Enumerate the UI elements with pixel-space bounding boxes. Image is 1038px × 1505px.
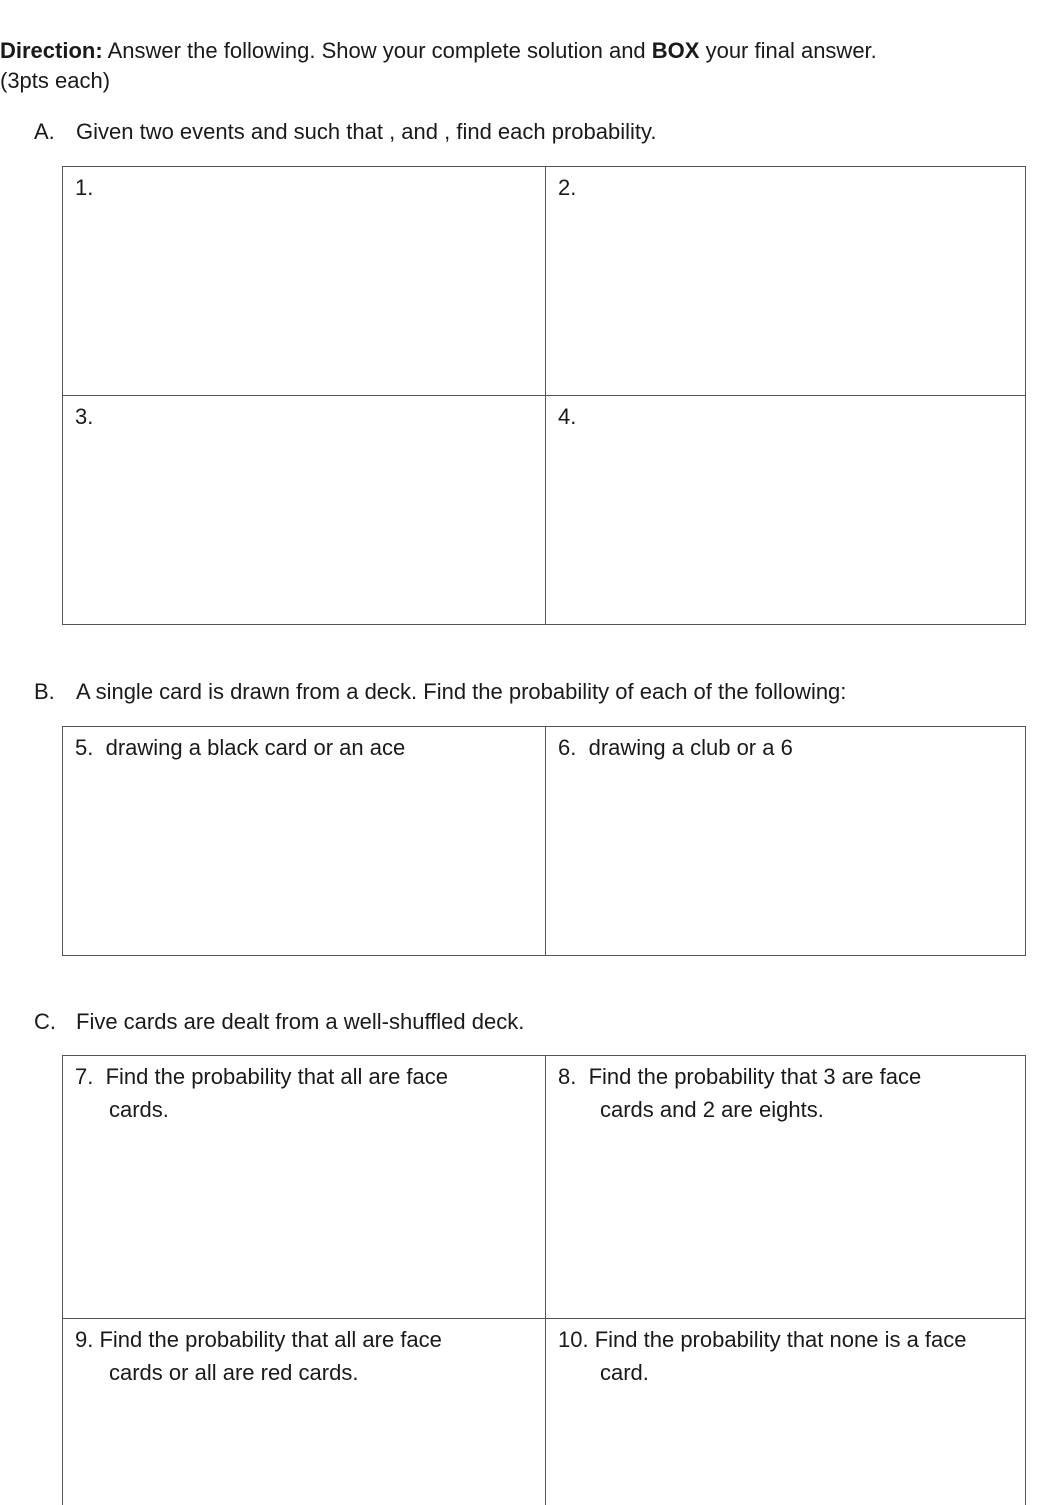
item-number: 6. <box>558 735 577 760</box>
section-b-grid <box>62 726 1026 956</box>
box-word: BOX <box>651 38 700 63</box>
answer-box-3[interactable] <box>63 396 546 624</box>
section-a-title <box>34 118 657 146</box>
item-text-line2: cards and 2 are eights. <box>600 1097 824 1122</box>
section-c-letter: C. <box>34 1009 56 1034</box>
item-number: 3. <box>75 404 94 429</box>
direction-label: Direction: <box>0 38 103 63</box>
direction-text-2: your final answer. <box>699 38 877 63</box>
item-text-line1: Find the probability that none is a face <box>594 1327 967 1352</box>
item-number: 5. <box>75 735 94 760</box>
item-number: 10. <box>558 1327 589 1352</box>
item-number: 1. <box>75 175 94 200</box>
answer-box-9[interactable] <box>63 1319 546 1505</box>
item-text-line2: cards. <box>109 1097 169 1122</box>
section-b-text: A single card is drawn from a deck. Find the probability of each of the following: <box>76 679 847 704</box>
section-a-text: Given two events and such that , and , find each probability. <box>76 119 657 144</box>
direction-text-1: Answer the following. Show your complete solution and <box>102 38 652 63</box>
section-c-text: Five cards are dealt from a well-shuffled deck. <box>76 1009 525 1034</box>
section-a-letter: A. <box>34 119 55 144</box>
answer-box-8[interactable] <box>546 1056 1025 1319</box>
section-c-grid <box>62 1055 1026 1505</box>
item-number: 8. <box>558 1064 577 1089</box>
item-text-line2: cards or all are red cards. <box>109 1360 359 1385</box>
item-number: 2. <box>558 175 577 200</box>
answer-box-6[interactable] <box>546 727 1025 955</box>
item-number: 9. <box>75 1327 94 1352</box>
item-text-line1: Find the probability that all are face <box>105 1064 449 1089</box>
item-text-line1: Find the probability that 3 are face <box>588 1064 922 1089</box>
directions <box>0 36 1030 96</box>
item-number: 7. <box>75 1064 94 1089</box>
answer-box-10[interactable] <box>546 1319 1025 1505</box>
item-text-line2: card. <box>600 1360 649 1385</box>
item-text: drawing a black card or an ace <box>105 735 406 760</box>
answer-box-4[interactable] <box>546 396 1025 624</box>
item-number: 4. <box>558 404 577 429</box>
points-note: (3pts each) <box>0 68 111 93</box>
section-b-title <box>34 678 846 706</box>
answer-box-7[interactable] <box>63 1056 546 1319</box>
item-text: drawing a club or a 6 <box>588 735 793 760</box>
section-c-title <box>34 1008 524 1036</box>
answer-box-5[interactable] <box>63 727 546 955</box>
answer-box-1[interactable] <box>63 167 546 396</box>
item-text-line1: Find the probability that all are face <box>99 1327 442 1352</box>
answer-box-2[interactable] <box>546 167 1025 396</box>
section-b-letter: B. <box>34 679 55 704</box>
section-a-grid <box>62 166 1026 625</box>
